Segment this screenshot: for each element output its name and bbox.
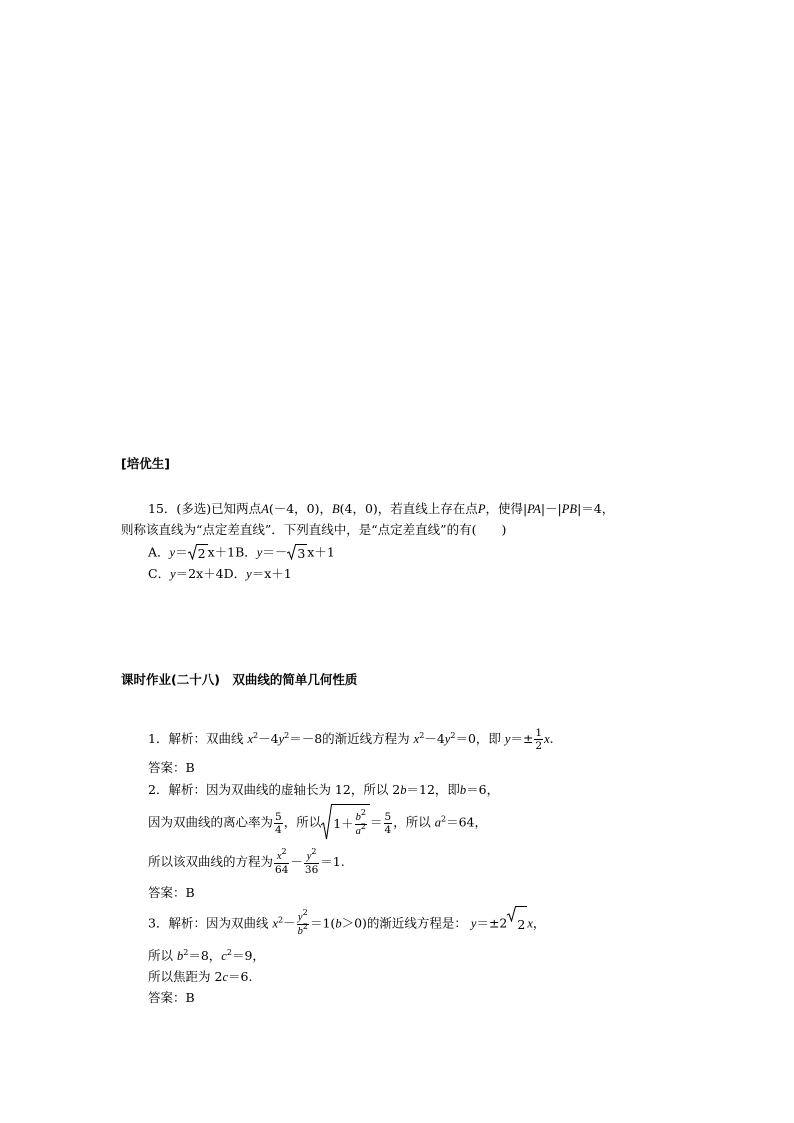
option-c-label: C． [148, 566, 171, 581]
one-plus: 1＋ [333, 816, 354, 831]
question-15-line-2: 则称该直线为“点定差直线”．下列直线中，是“点定差直线”的有( ) [121, 522, 507, 537]
denominator: 4 [275, 823, 282, 836]
numerator: 5 [384, 810, 392, 823]
var-x: x [247, 732, 254, 746]
q15-text-2: ，使得| [485, 501, 528, 516]
numerator: $b^2$ [355, 808, 367, 823]
var-y: y [246, 567, 252, 581]
denominator: 36 [304, 863, 319, 876]
var-y: y [444, 732, 451, 746]
s3-focal-value: ＝6. [228, 969, 253, 984]
segment-pb: PB [561, 502, 578, 516]
s3-pm-two: ＝±2 [476, 915, 508, 931]
minus: |－| [540, 501, 562, 516]
var-x: x [527, 916, 533, 931]
sqrt-3 [287, 544, 307, 562]
solution-2-line-3: 所以该双曲线的方程为 $\frac{x^2}{64}$ － $\frac{y^2}{36}$ ＝1. [148, 846, 345, 876]
homework-title: 课时作业(二十八) 双曲线的简单几何性质 [121, 672, 358, 687]
s2-text-b: ＝12，即 [406, 782, 460, 797]
solution-1-line-1: 1．解析：双曲线 $x^2-4y^2=-8$的渐近线方程为 $x^2-4y^2=0$，即 y＝± $\frac{1}{2}$ x. [148, 727, 554, 752]
solution-2-line-2: 因为双曲线的离心率为 $\frac{5}{4}$ ，所以 1＋ $\frac{b^2}{a^2}$ ＝ $\frac{5}{4}$ ，所以 $a^2=64$， [148, 804, 487, 842]
coord-b: (4，0)，若直线上存在点 [339, 501, 478, 516]
sqrt-expression [321, 804, 370, 842]
sqrt-content: 2 [516, 906, 527, 942]
var-y: y [278, 732, 285, 746]
s2-text-c: ＝6， [466, 782, 500, 797]
numerator: $y^2$ [304, 850, 319, 864]
var-x: x [544, 732, 550, 746]
denominator: 64 [275, 863, 289, 876]
s1-pm: ＝± [510, 731, 534, 746]
s3-eq-one: ＝1( [309, 915, 336, 931]
section-header: [培优生] [121, 456, 170, 471]
var-b: b [400, 783, 407, 797]
option-b-rest: x＋1 [307, 544, 335, 560]
option-b-label: B． [235, 544, 257, 560]
fraction-one-half [534, 727, 543, 752]
s2-text: 2．解析：因为双曲线的虚轴长为 12，所以 2 [148, 782, 401, 797]
solution-3-line-2: 所以 $b^2=8$，$c^2=9$， [148, 948, 265, 963]
fraction-5-4 [274, 811, 283, 836]
s2-a2-value: ＝64， [446, 814, 487, 830]
s1-eq-mid: ＝－8的渐近线方程为 [289, 731, 410, 746]
option-d-rest: ＝x＋1 [251, 566, 292, 581]
var-b: b [176, 949, 184, 963]
question-tag: (多选) [176, 501, 212, 516]
question-15-line-1 [148, 501, 614, 517]
point-a: A [261, 502, 269, 516]
var-c: c [221, 949, 227, 963]
options-ab: A．y＝ 2 x＋1B．y＝－ 3 x＋1 [148, 544, 335, 561]
option-c-rest: ＝2x＋4 [175, 566, 224, 581]
radical-icon [507, 906, 516, 922]
s2-equals-one: ＝1. [320, 854, 345, 869]
point-b: B [332, 502, 340, 516]
option-d-label: D． [223, 566, 247, 581]
sqrt-content: 3 [297, 546, 306, 561]
fraction-x2-64 [274, 846, 289, 876]
var-y: y [169, 545, 176, 560]
solution-3-line-3 [148, 969, 252, 985]
numerator: 5 [275, 810, 282, 823]
sqrt-2 [507, 906, 527, 942]
s3-focal-text: 所以焦距为 2 [148, 969, 223, 984]
fraction-5-4 [384, 811, 393, 836]
var-x: x [413, 732, 420, 746]
denominator: $b^2$ [297, 921, 308, 937]
denominator: 4 [384, 823, 392, 836]
s2-so-2: ，所以 [393, 814, 431, 830]
var-y: y [256, 545, 263, 560]
numerator: 1 [535, 727, 543, 739]
numerator: $y^2$ [297, 907, 308, 923]
solution-2-answer: 答案：B [148, 885, 195, 900]
solution-3-line-1: 3．解析：因为双曲线 $x^2-$ $\frac{y^2}{b^2}$ ＝1(b＞0)的渐近线方程是： y＝±2 2 x， [148, 906, 545, 942]
solution-1-answer: 答案：B [148, 760, 195, 775]
radical-icon [321, 804, 332, 840]
numerator: $x^2$ [274, 850, 289, 864]
var-b: b [335, 916, 342, 931]
s3-text: 3．解析：因为双曲线 [148, 915, 269, 931]
s2-so: ，所以 [283, 814, 322, 830]
var-a: a [434, 815, 441, 830]
segment-pa: PA [527, 502, 541, 516]
fraction-y2-b2 [297, 907, 309, 938]
var-y: y [170, 567, 176, 581]
var-b: b [459, 783, 467, 797]
var-y: y [470, 916, 477, 931]
sqrt-content: 2 [197, 546, 206, 561]
s2-eccentricity-text: 因为双曲线的离心率为 [148, 814, 274, 830]
q15-text: 已知两点 [211, 501, 262, 516]
solution-2-line-1 [148, 782, 499, 798]
sqrt-2 [188, 544, 208, 562]
fraction-b2-a2 [355, 808, 367, 838]
radical-icon [287, 544, 296, 560]
denominator: 2 [535, 740, 543, 752]
radical-icon [188, 544, 197, 560]
var-x: x [272, 916, 279, 931]
option-a-label: A． [148, 544, 170, 560]
s1-eq-mid2: ＝0，即 [455, 731, 501, 746]
s3-asymptote-text: ＞0)的渐近线方程是： [341, 915, 467, 931]
denominator: $a^2$ [355, 822, 367, 837]
fraction-y2-36 [304, 846, 319, 876]
coord-a: (－4，0)， [268, 501, 332, 516]
s2-equation-text: 所以该双曲线的方程为 [148, 854, 274, 869]
s1-prefix: 1．解析：双曲线 [148, 731, 244, 746]
options-cd [148, 566, 292, 582]
eq-4: |＝4， [577, 501, 615, 516]
question-number: 15． [148, 501, 177, 516]
option-a-rest: x＋1 [207, 544, 236, 560]
var-c: c [222, 970, 228, 984]
sqrt-content [332, 804, 370, 842]
s3-c2-value: ＝9， [231, 948, 265, 963]
solution-3-answer: 答案：B [148, 990, 195, 1005]
point-p: P [477, 502, 486, 516]
var-y: y [504, 732, 511, 746]
s3-b2-value: ＝8， [188, 948, 222, 963]
